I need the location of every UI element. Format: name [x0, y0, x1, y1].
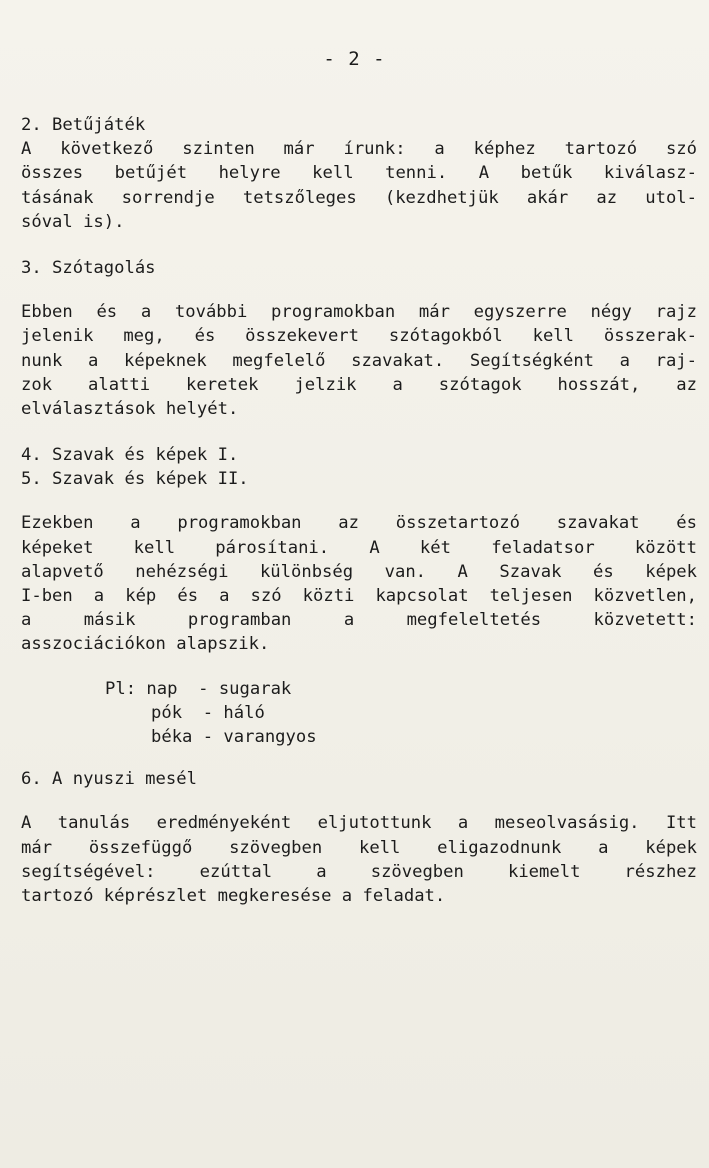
paragraph-line: tartozó képrészlet megkeresése a feladat. — [21, 885, 446, 906]
paragraph-line: A következő szinten már írunk: a képhez tartozó szó — [21, 139, 697, 160]
example-line: Pl: nap - sugarak — [105, 678, 292, 699]
paragraph-line: a másik programban a megfeleltetés közvetett: — [21, 610, 697, 631]
paragraph-line: már összefüggő szövegben kell eligazodnunk a képek — [21, 837, 697, 858]
example-line: béka - varangyos — [151, 726, 317, 747]
paragraph-line: A tanulás eredményeként eljutottunk a meseolvasásig. Itt — [21, 813, 697, 834]
paragraph-line: alapvető nehézségi különbség van. A Szavak és képek — [21, 561, 697, 582]
paragraph-line: I-ben a kép és a szó közti kapcsolat teljesen közvetlen, — [21, 586, 697, 606]
section-heading-szavak-kepek-1: 4. Szavak és képek I. — [21, 445, 239, 466]
paragraph-line: jelenik meg, és összekevert szótagokból kell összerak- — [21, 326, 697, 347]
document-body — [21, 113, 697, 908]
paragraph-line: összes betűjét helyre kell tenni. A betűk kiválasz- — [21, 163, 697, 184]
paragraph-line: zok alatti keretek jelzik a szótagok hosszát, az — [21, 374, 697, 395]
paragraph-line: segítségével: ezúttal a szövegben kiemelt részhez — [21, 861, 697, 882]
section-heading-szotagolas: 3. Szótagolás — [21, 257, 156, 278]
paragraph-line: elválasztások helyét. — [21, 398, 239, 419]
paragraph-line: tásának sorrendje tetszőleges (kezdhetjük akár az utol- — [21, 187, 697, 208]
section-heading-nyuszi-mesel: 6. A nyuszi mesél — [21, 769, 197, 790]
section-heading-betujatek: 2. Betűjáték — [21, 115, 146, 135]
section-heading-szavak-kepek-2: 5. Szavak és képek II. — [21, 469, 249, 490]
paragraph-line: asszociációkon alapszik. — [21, 634, 270, 655]
example-line: pók - háló — [151, 702, 265, 723]
paragraph-line: sóval is). — [21, 211, 125, 232]
paragraph-line: nunk a képeknek megfelelő szavakat. Segítségként a raj- — [21, 350, 697, 371]
paragraph-line: Ezekben a programokban az összetartozó szavakat és — [21, 513, 697, 534]
page-number: - 2 - — [323, 48, 386, 70]
paragraph-line: képeket kell párosítani. A két feladatsor között — [21, 537, 697, 558]
paragraph-line: Ebben és a további programokban már egyszerre négy rajz — [21, 302, 697, 323]
